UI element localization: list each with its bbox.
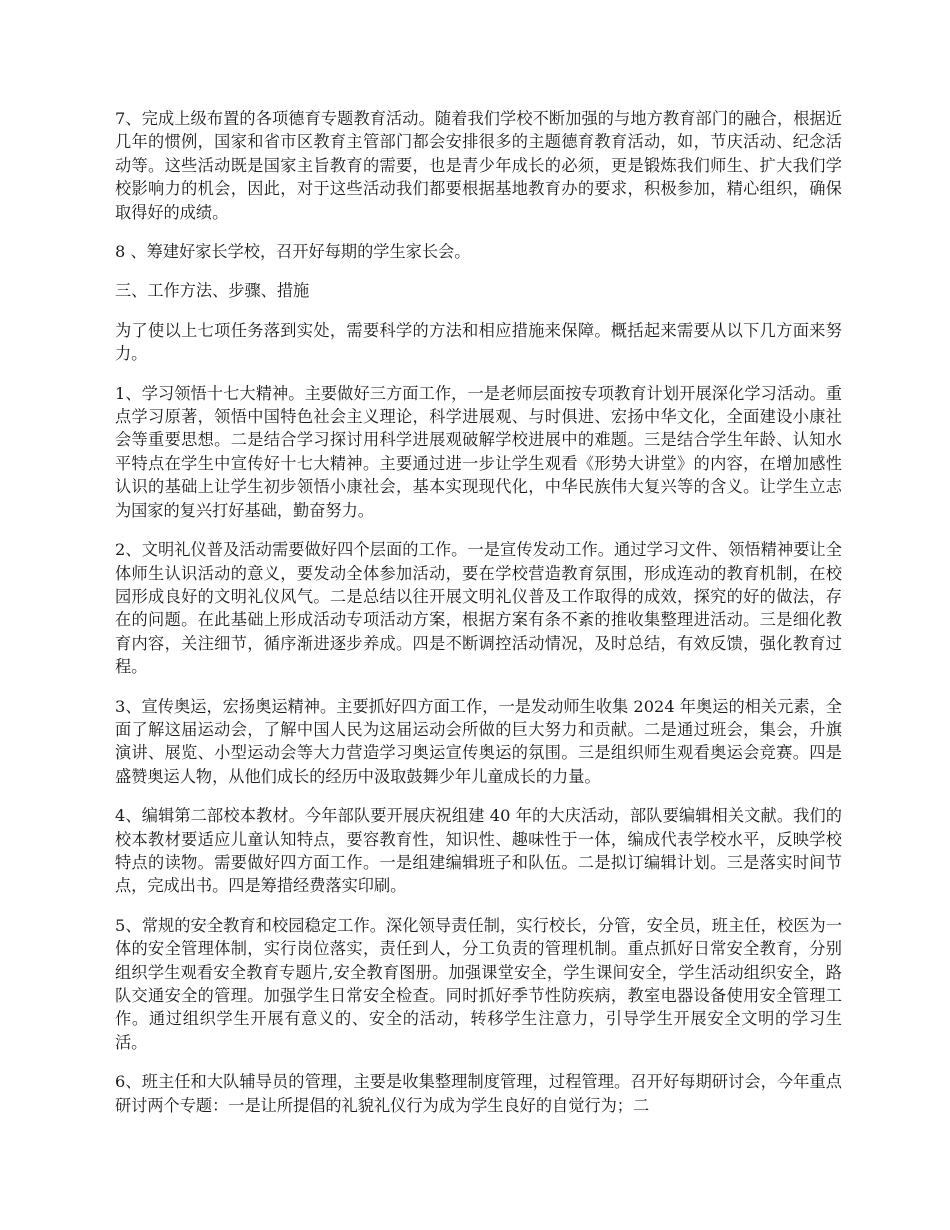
paragraph-method-1: 1、学习领悟十七大精神。主要做好三方面工作，一是老师层面按专项教育计划开展深化学习活动。重点学习原著，领悟中国特色社会主义理论，科学进展观、与时俱进、宏扬中华文化，全面建设小康社会等重要思想。二是结合学习探讨用科学进展观破解学校进展中的难题。三是结合学生年龄、认知水平特点在学生中宣传好十七大精神。主要通过进一步让学生观看《形势大讲堂》的内容，在增加感性认识的基础上让学生初步领悟小康社会，基本实现现代化，中华民族伟大复兴等的含义。让学生立志为国家的复兴打好基础，勤奋努力。 — [115, 383, 842, 520]
paragraph-method-5: 5、常规的安全教育和校园稳定工作。深化领导责任制，实行校长，分管，安全员，班主任，校医为一体的安全管理体制，实行岗位落实，责任到人，分工负责的管理机制。重点抓好日常安全教育，分别组织学生观看安全教育专题片,安全教育图册。加强课堂安全，学生课间安全，学生活动组织安全，路队交通安全的管理。加强学生日常安全检查。同时抓好季节性防疾病，教室电器设备使用安全管理工作。通过组织学生开展有意义的、安全的活动，转移学生注意力，引导学生开展安全文明的学习生活。 — [115, 915, 842, 1052]
paragraph-item-8-parent-school: 8 、筹建好家长学校，召开好每期的学生家长会。 — [115, 242, 471, 262]
section-heading-methods: 三、工作方法、步骤、措施 — [115, 281, 310, 301]
paragraph-method-4: 4、编辑第二部校本教材。今年部队要开展庆祝组建 40 年的大庆活动，部队要编辑相关文献。我们的校本教材要适应儿童认知特点，要容教育性，知识性、趣味性于一体，编成代表学校水平，反映学校特点的读物。需要做好四方面工作。一是组建编辑班子和队伍。二是拟订编辑计划。三是落实时间节点，完成出书。四是筹措经费落实印刷。 — [115, 806, 842, 896]
paragraph-method-6: 6、班主任和大队辅导员的管理，主要是收集整理制度管理，过程管理。召开好每期研讨会，今年重点研讨两个专题：一是让所提倡的礼貌礼仪行为成为学生良好的自觉行为；二 — [115, 1072, 842, 1115]
paragraph-method-3: 3、宣传奥运，宏扬奥运精神。主要抓好四方面工作，一是发动师生收集 2024 年奥运的相关元素，全面了解这届运动会，了解中国人民为这届运动会所做的巨大努力和贡献。二是通过班会，集会，升旗演讲、展览、小型运动会等大力营造学习奥运宣传奥运的氛围。三是组织师生观看奥运会竞赛。四是盛赞奥运人物，从他们成长的经历中汲取鼓舞少年儿童成长的力量。 — [115, 696, 842, 786]
document-body — [115, 107, 842, 1133]
paragraph-methods-intro: 为了使以上七项任务落到实处，需要科学的方法和相应措施来保障。概括起来需要从以下几方面来努力。 — [115, 320, 842, 364]
paragraph-item-7-moral-activities: 7、完成上级布置的各项德育专题教育活动。随着我们学校不断加强的与地方教育部门的融合，根据近几年的惯例，国家和省市区教育主管部门都会安排很多的主题德育教育活动，如，节庆活动、纪念活动等。这些活动既是国家主旨教育的需要，也是青少年成长的必须，更是锻炼我们师生、扩大我们学校影响力的机会，因此，对于这些活动我们都要根据基地教育办的要求，积极参加，精心组织，确保取得好的成绩。 — [115, 109, 842, 222]
paragraph-method-2: 2、文明礼仪普及活动需要做好四个层面的工作。一是宣传发动工作。通过学习文件、领悟精神要让全体师生认识活动的意义，要发动全体参加活动，要在学校营造教育氛围，形成连动的教育机制，在校园形成良好的文明礼仪风气。二是总结以往开展文明礼仪普及工作取得的成效，探究的好的做法，存在的问题。在此基础上形成活动专项活动方案，根据方案有条不紊的推收集整理进活动。三是细化教育内容，关注细节，循序渐进逐步养成。四是不断调控活动情况，及时总结，有效反馈，强化教育过程。 — [115, 540, 842, 677]
